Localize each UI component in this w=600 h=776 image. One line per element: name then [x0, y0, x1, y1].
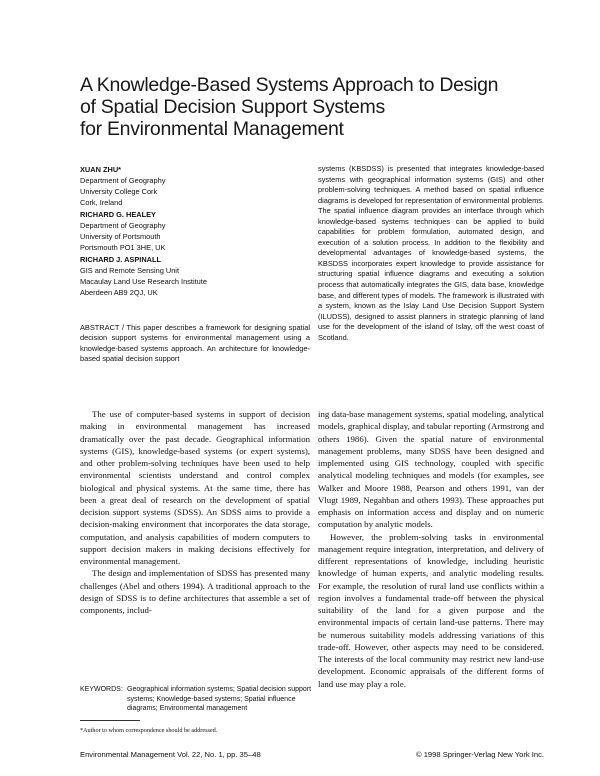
body-paragraph: The design and implementation of SDSS has presented many challenges (Abel and others 1994). A traditional approach to the design of SDSS is to define architectures that assemble a set of components, includ-: [80, 568, 310, 615]
title-line: of Spatial Decision Support Systems: [80, 96, 385, 118]
affiliation-line: Aberdeen AB9 2QJ, UK: [80, 288, 158, 297]
affiliation-line: Cork, Ireland: [80, 198, 123, 207]
keywords-text: Geographical information systems; Spatial decision support systems; Knowledge-based systems; Spatial influence diagrams; Environmental management: [127, 686, 312, 712]
author-name: RICHARD G. HEALEY: [80, 210, 156, 219]
affiliation-line: Portsmouth PO1 3HE, UK: [80, 243, 166, 252]
affiliation-line: Department of Geography: [80, 221, 166, 230]
abstract-part-2: systems (KBSDSS) is presented that integrates knowledge-based systems with geographical information systems (GIS) and other problem-solving techniques. A method based on spatial influence diagrams is developed for representation of environmental problems. The spatial influence diagram provides an interface through which knowledge-based systems techniques can be applied to build capabilities for problem formulation, automated design, and execution of a solution process. In addition to the flexibility and developmental advantages of knowledge-based systems, the KBSDSS incorporates expert knowledge to provide assistance for structuring spatial influence diagrams and executing a solution process that automatically integrates the GIS, data base, knowledge base, and different types of models. The framework is illustrated with a system, known as the Islay Land Use Decision Support System (ILUDSS), designed to assist planners in strategic planning of land use for the development of the island of Islay, off the west coast of Scotland.: [318, 164, 544, 342]
abstract-part-1: ABSTRACT / This paper describes a framework for designing spatial decision support systems for environmental management using a knowledge-based systems approach. An architecture for knowledge-based spatial decision support: [80, 323, 310, 364]
affiliation-line: Department of Geography: [80, 176, 166, 185]
affiliation-line: GIS and Remote Sensing Unit: [80, 266, 180, 275]
affiliation-line: University of Portsmouth: [80, 232, 161, 241]
body-paragraph: However, the problem-solving tasks in environmental management require integration, interpretation, and delivery of different representations of knowledge, including heuristic knowledge of human experts, and analytic modeling results. For example, the resolution of rural land use conflicts within a region involves a fundamental trade-off between the physical suitability of the land for a given purpose and the environmental impacts of certain land-use patterns. There may be numerous suitability models addressing variations of this trade-off. However, other aspects may need to be considered. The interests of the local community may restrict new land-use development. Economic appraisals of the different forms of land use may play a role.: [318, 531, 544, 689]
author-block: [80, 254, 310, 298]
body-paragraph: ing data-base management systems, spatial modeling, analytical models, graphical display, and tabular reporting (Armstrong and others 1986). Given the spatial nature of environmental management problems, many SDSS have been designed and implemented using GIS technology, coupled with specific analytical modeling techniques and models (for examples, see Walker and Moore 1988, Pearson and others 1991, van der Vlugt 1989, Negahban and others 1993). These approaches put emphasis on information access and display and on numeric computation by analytic models.: [318, 409, 544, 530]
author-list: [80, 164, 310, 299]
title-line: A Knowledge-Based Systems Approach to Design: [80, 74, 499, 96]
copyright-notice: © 1998 Springer-Verlag New York Inc.: [415, 750, 544, 759]
author-name: RICHARD J. ASPINALL: [80, 255, 162, 264]
keywords-label: KEYWORDS:: [80, 686, 123, 693]
author-block: [80, 164, 310, 208]
footnote: *Author to whom correspondence should be addressed.: [80, 727, 218, 734]
title-line: for Environmental Management: [80, 118, 344, 140]
affiliation-line: University College Cork: [80, 187, 158, 196]
keywords: [80, 685, 312, 714]
body-column-right: [318, 408, 544, 690]
affiliation-line: Macaulay Land Use Research Institute: [80, 277, 207, 286]
paper-title: [80, 74, 540, 140]
author-name: XUAN ZHU*: [80, 165, 122, 174]
author-block: [80, 209, 310, 253]
body-paragraph: The use of computer-based systems in support of decision making in environmental management has increased dramatically over the past decade. Geographical information systems (GIS), knowledge-based systems (or expert systems), and other problem-solving techniques have been used to help environmental scientists understand and control complex biological and physical systems. At the same time, there has been a great deal of research on the development of spatial decision support systems (SDSS). An SDSS aims to provide a decision-making environment that incorporates the data storage, computation, and analysis capabilities of modern computers to support decision makers in making decisions effectively for environmental management.: [80, 409, 310, 566]
journal-citation: Environmental Management Vol. 22, No. 1, pp. 35–48: [80, 750, 261, 759]
body-column-left: [80, 408, 310, 616]
footnote-divider: [80, 720, 140, 721]
